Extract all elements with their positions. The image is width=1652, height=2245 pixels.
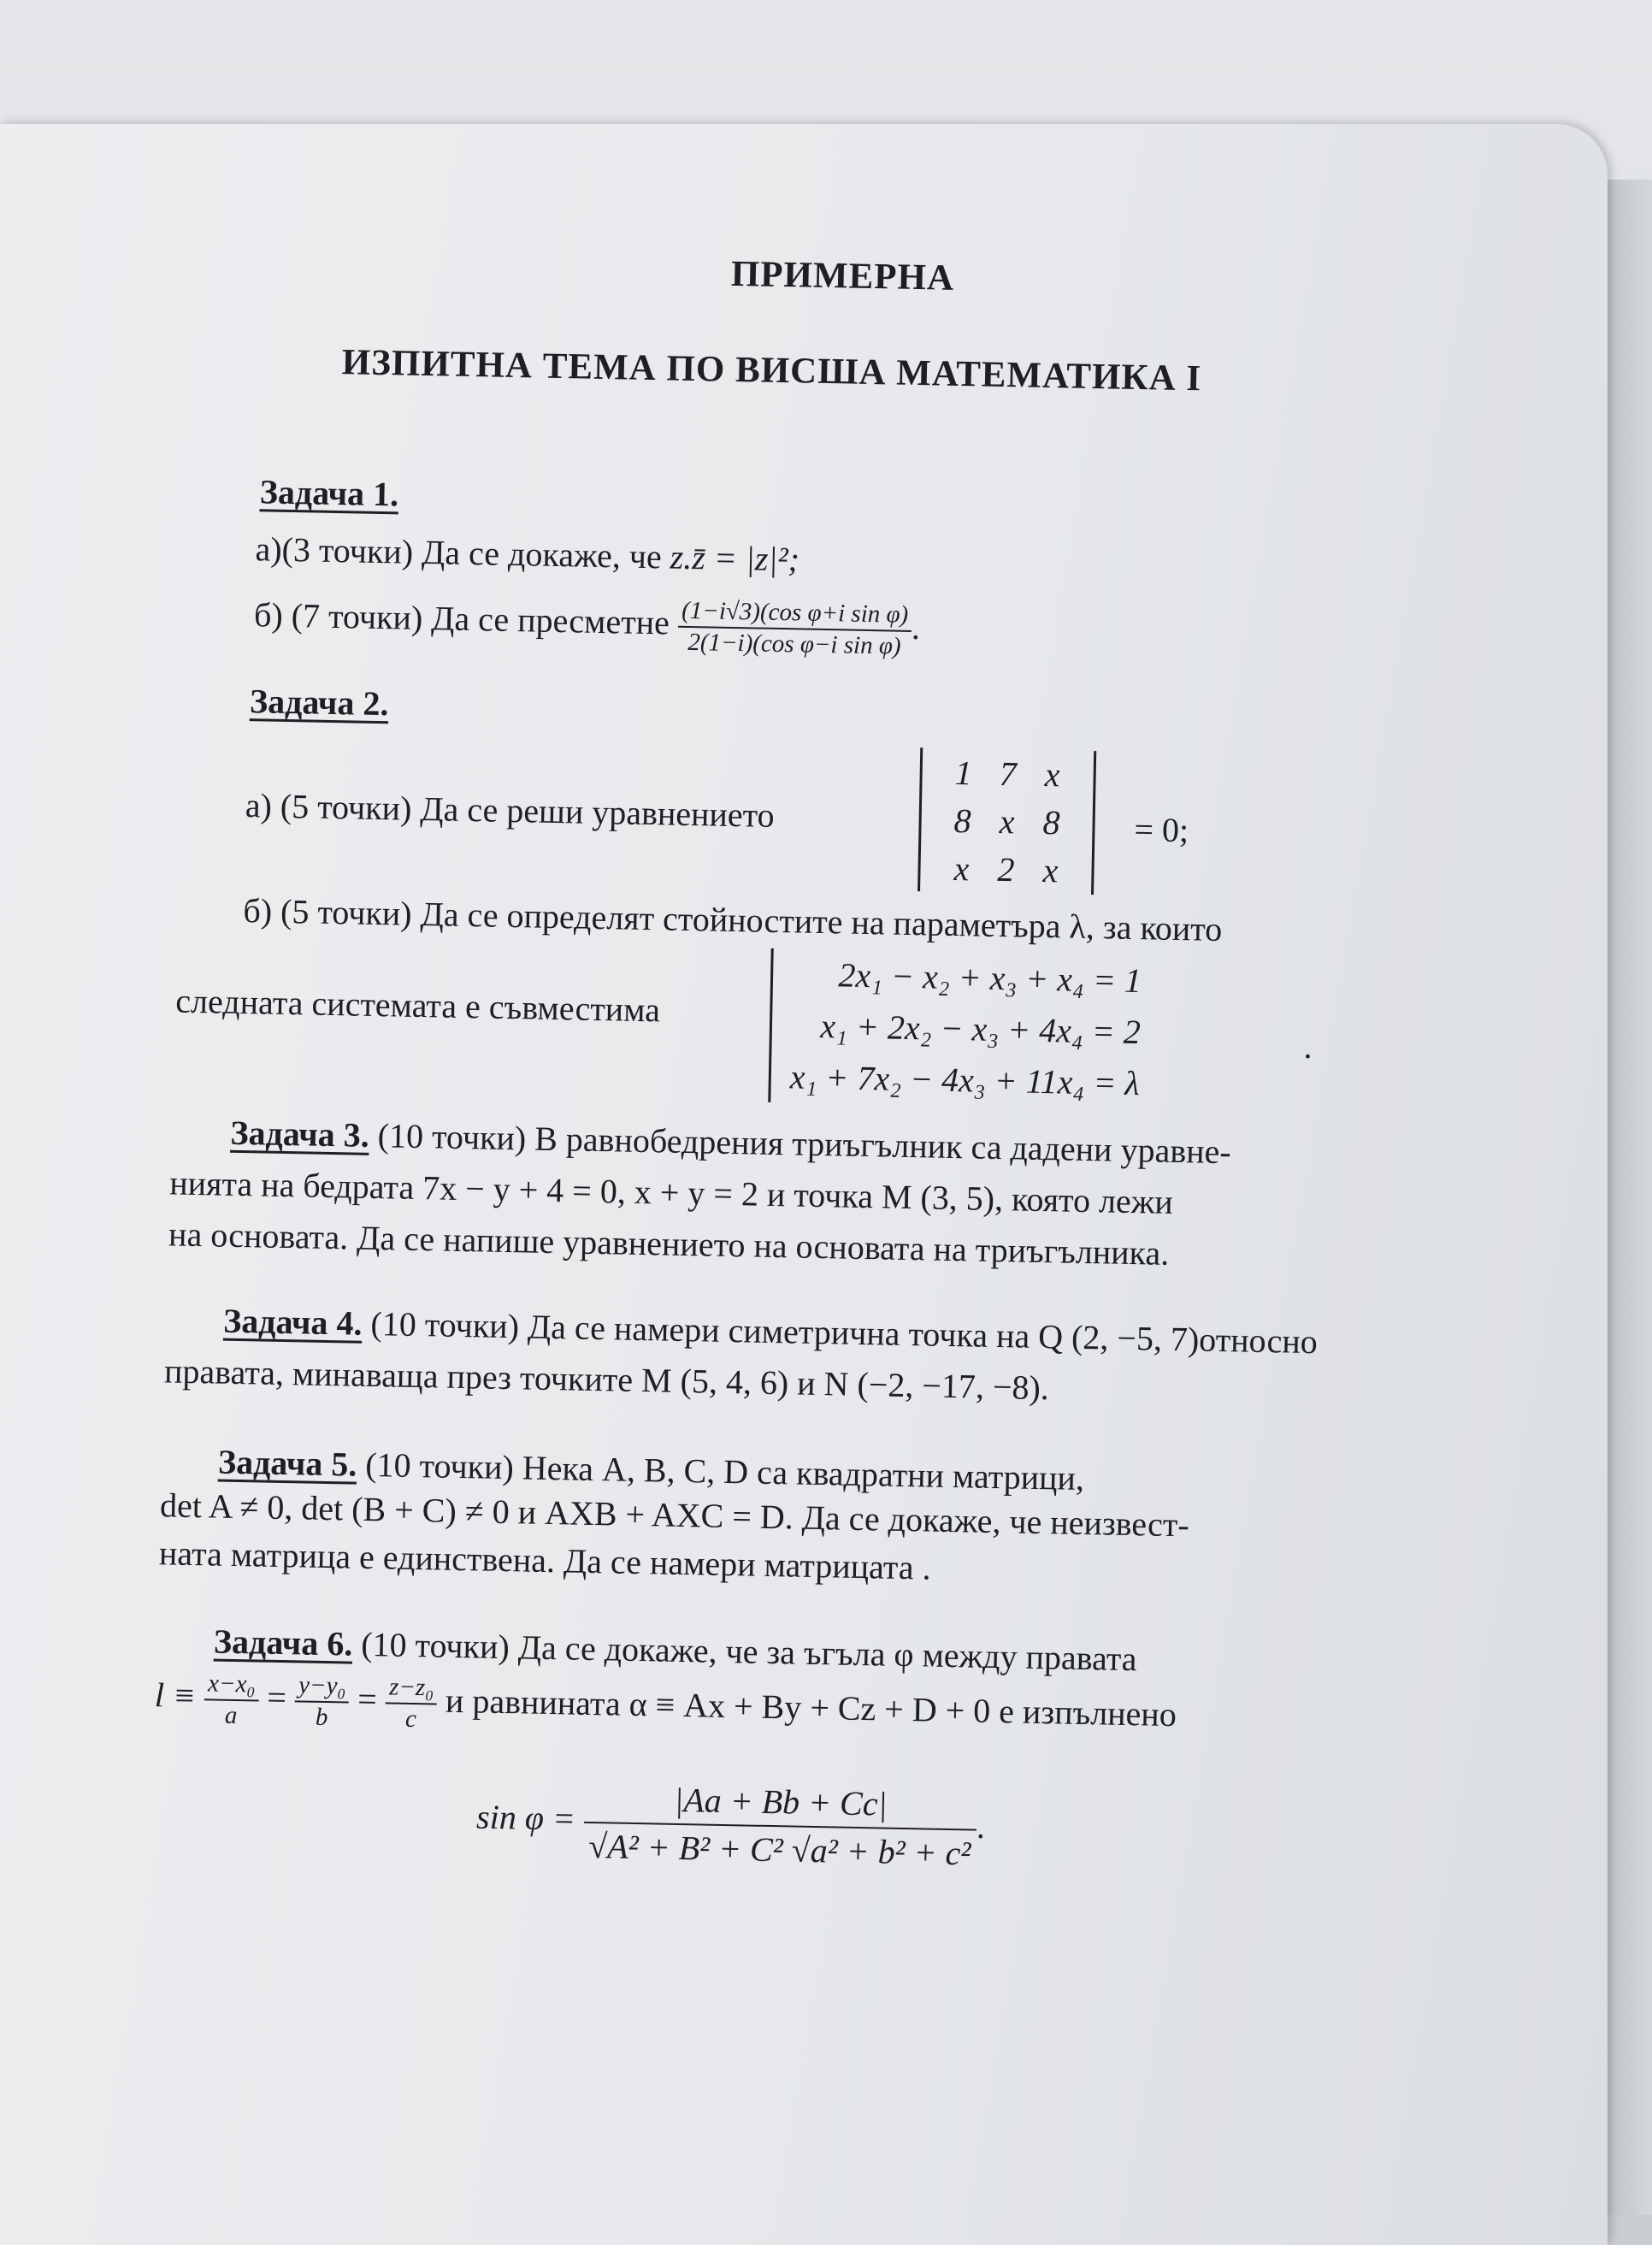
problem-1-title: Задача 1. xyxy=(259,472,399,514)
matrix-cell: x xyxy=(1044,754,1061,794)
problem-5-title: Задача 5. xyxy=(217,1442,357,1484)
problem-2-title: Задача 2. xyxy=(249,682,389,724)
heading-line-2: ИЗПИТНА ТЕМА ПО ВИСША МАТЕМАТИКА I xyxy=(341,342,1202,399)
matrix-cell: x xyxy=(1042,850,1059,889)
problem-2b-lead: следната системата е съвместима xyxy=(175,981,661,1030)
equals-sign: = xyxy=(266,1677,287,1717)
problem-3-line-3: на основата. Да се напише уравнението на основата на триъгълника. xyxy=(168,1214,1170,1273)
problem-1b xyxy=(253,588,920,662)
matrix-cell: 7 xyxy=(999,753,1018,793)
equals-sign: = xyxy=(357,1679,378,1719)
matrix-cell: x xyxy=(999,801,1015,841)
problem-3-line-1 xyxy=(230,1114,1231,1172)
problem-5-line-3: ната матрица е единствена. Да се намери матрицата . xyxy=(158,1533,932,1587)
problem-4-title: Задача 4. xyxy=(222,1301,363,1343)
determinant-matrix xyxy=(917,747,1096,895)
problem-2b-end: . xyxy=(1303,1026,1313,1066)
problem-4-line-1 xyxy=(223,1302,1318,1362)
problem-1a-text: а)(3 точки) Да се докаже, че xyxy=(255,529,663,576)
problem-2b-text: б) (5 точки) Да се определят стойностите на параметъра λ, за които xyxy=(243,891,1223,948)
matrix-cell: 2 xyxy=(997,849,1015,889)
heading-line-1: ПРИМЕРНА xyxy=(730,253,955,298)
problem-2a-text: а) (5 точки) Да се реши уравнението xyxy=(245,786,776,835)
equation-system xyxy=(768,948,1142,1109)
formula-denominator: √A² + B² + C² √a² + b² + c² xyxy=(587,1826,971,1873)
problem-2a-end: = 0; xyxy=(1134,809,1189,850)
line-fraction-z xyxy=(385,1672,438,1734)
problem-1b-text: б) (7 точки) Да се пресметне xyxy=(253,595,670,642)
problem-6-line-1 xyxy=(214,1622,1137,1680)
formula-numerator: |Aa + Bb + Cc| xyxy=(584,1779,977,1831)
problem-4-text-1: (10 точки) Да се намери симетрична точка на Q (2, −5, 7)относно xyxy=(370,1303,1319,1362)
sine-formula xyxy=(475,1776,986,1873)
fraction-denominator: 2(1−i)(cos φ−i sin φ) xyxy=(687,628,901,660)
problem-4-line-2: правата, минаваща през точките M (5, 4, 6) и N (−2, −17, −8). xyxy=(163,1351,1050,1408)
fraction-numerator: x−x₀ xyxy=(204,1669,259,1701)
problem-1a xyxy=(255,529,799,579)
line-l-lead: l ≡ xyxy=(154,1675,197,1716)
fraction-numerator: z−z₀ xyxy=(386,1672,438,1704)
formula-lhs: sin φ = xyxy=(475,1797,576,1838)
formula-fraction xyxy=(583,1779,977,1874)
fraction-denominator: b xyxy=(315,1703,328,1731)
problem-1a-math: z.z̄ = |z|²; xyxy=(670,537,800,579)
system-equation-3: x₁ + 7x₂ − 4x₃ + 11x₄ = λ xyxy=(789,1057,1141,1103)
problem-6-line-2 xyxy=(154,1668,1177,1749)
problem-1b-fraction xyxy=(677,596,912,662)
matrix-cell: 1 xyxy=(954,753,973,792)
matrix-cell: 8 xyxy=(1042,802,1061,842)
problem-6-text-2: и равнината α ≡ Ax + By + Cz + D + 0 е изпълнено xyxy=(445,1681,1177,1734)
fraction-denominator: a xyxy=(224,1701,238,1729)
problem-3-title: Задача 3. xyxy=(230,1113,370,1155)
fraction-denominator: c xyxy=(404,1704,417,1733)
system-equation-1: 2x₁ − x₂ + x₃ + x₄ = 1 xyxy=(838,955,1142,1001)
problem-1b-end: . xyxy=(911,607,921,647)
problem-6-title: Задача 6. xyxy=(213,1622,353,1663)
fraction-numerator: (1−i√3)(cos φ+i sin φ) xyxy=(678,596,912,632)
matrix-cell: 8 xyxy=(953,801,972,840)
matrix-cell: x xyxy=(953,848,970,888)
line-fraction-x xyxy=(204,1669,259,1731)
problem-6-text-1: (10 точки) Да се докаже, че за ъгъла φ между правата xyxy=(360,1624,1137,1679)
fraction-numerator: y−y₀ xyxy=(295,1670,350,1703)
system-equation-2: x₁ + 2x₂ − x₃ + 4x₄ = 2 xyxy=(819,1006,1142,1052)
formula-end: . xyxy=(976,1806,986,1846)
problem-3-line-2: нията на бедрата 7x − y + 4 = 0, x + y = 2 и точка M (3, 5), която лежи xyxy=(168,1163,1174,1221)
problem-3-text-1: (10 точки) В равнобедрения триъгълник са дадени уравне- xyxy=(377,1116,1232,1172)
problem-5-line-2: det A ≠ 0, det (B + C) ≠ 0 и AXB + AXC = D. Да се докаже, че неизвест- xyxy=(159,1486,1190,1545)
problem-5-text-1: (10 точки) Нека A, B, C, D са квадратни матрици, xyxy=(364,1444,1085,1498)
line-fraction-y xyxy=(294,1670,350,1733)
